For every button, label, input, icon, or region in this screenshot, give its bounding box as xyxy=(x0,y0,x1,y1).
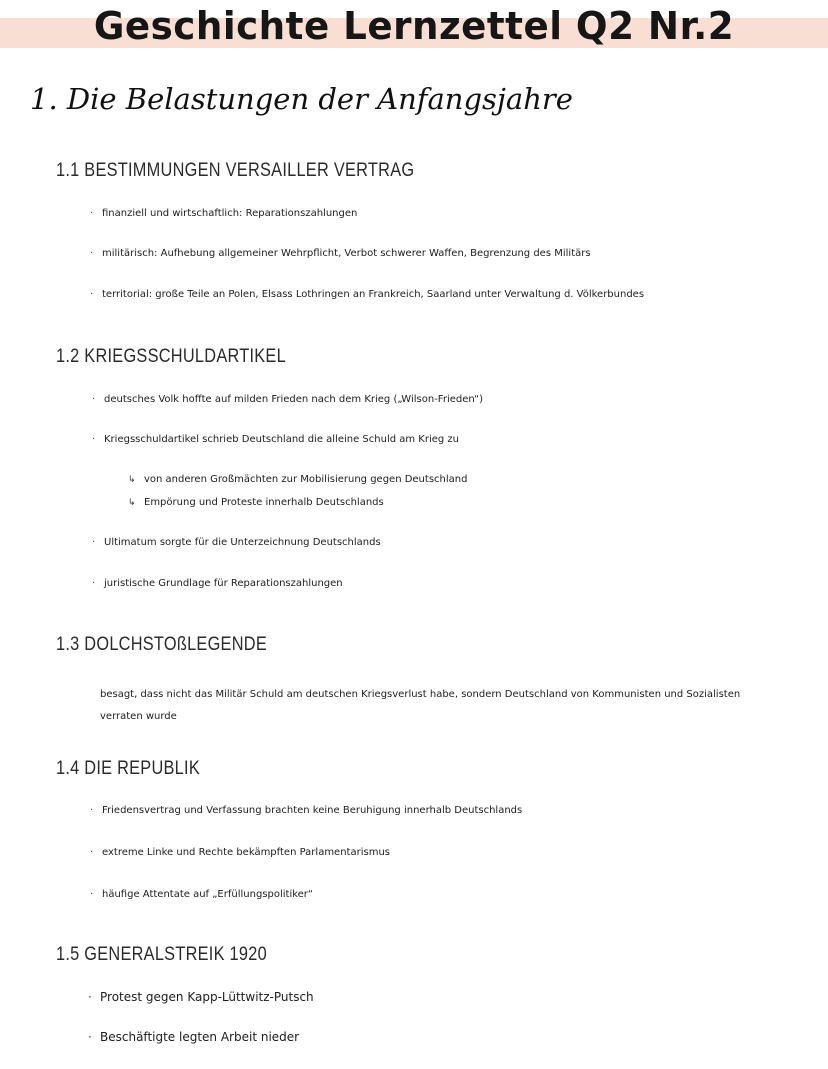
list-item: · militärisch: Aufhebung allgemeiner Wehrpflicht, Verbot schwerer Waffen, Begrenzung des Militärs xyxy=(90,248,591,259)
bullet-icon: · xyxy=(88,1030,92,1044)
list-item: · Protest gegen Kapp-Lüttwitz-Putsch xyxy=(88,990,314,1004)
list-item: · Beschäftigte legten Arbeit nieder xyxy=(88,1030,300,1044)
main-heading: 1. Die Belastungen der Anfangsjahre xyxy=(30,82,573,116)
section-heading-1-3: 1.3 DOLCHSTOßLEGENDE xyxy=(56,634,267,655)
bullet-icon: · xyxy=(92,434,96,445)
list-item: · juristische Grundlage für Reparationszahlungen xyxy=(92,578,343,589)
list-item: · Friedensvertrag und Verfassung brachten keine Beruhigung innerhalb Deutschlands xyxy=(90,805,523,816)
bullet-icon: · xyxy=(90,847,94,858)
bullet-icon: · xyxy=(90,889,94,900)
page-title: Geschichte Lernzettel Q2 Nr.2 xyxy=(93,4,735,48)
section-heading-1-1: 1.1 BESTIMMUNGEN VERSAILLER VERTRAG xyxy=(56,160,415,181)
list-item: · deutsches Volk hoffte auf milden Frieden nach dem Krieg („Wilson-Frieden“) xyxy=(92,394,484,405)
list-item: · Ultimatum sorgte für die Unterzeichnung Deutschlands xyxy=(92,537,381,548)
section-heading-1-4: 1.4 DIE REPUBLIK xyxy=(56,758,200,779)
bullet-icon: · xyxy=(92,578,96,589)
list-item: · finanziell und wirtschaftlich: Reparationszahlungen xyxy=(90,208,358,219)
bullet-icon: · xyxy=(90,289,94,300)
section-heading-1-5: 1.5 GENERALSTREIK 1920 xyxy=(56,944,267,965)
bullet-icon: · xyxy=(88,990,92,1004)
bullet-icon: · xyxy=(90,248,94,259)
list-item: · Kriegsschuldartikel schrieb Deutschland die alleine Schuld am Krieg zu xyxy=(92,434,460,445)
list-item: · territorial: große Teile an Polen, Elsass Lothringen an Frankreich, Saarland unter Verwaltung d. Völkerbundes xyxy=(90,289,645,300)
section-paragraph: besagt, dass nicht das Militär Schuld am deutschen Kriegsverlust habe, sondern Deutschland von Kommunisten und Sozialisten verraten wurde xyxy=(100,689,741,722)
bullet-icon: · xyxy=(90,208,94,219)
bullet-icon: · xyxy=(90,805,94,816)
list-item: · extreme Linke und Rechte bekämpften Parlamentarismus xyxy=(90,847,390,858)
section-heading-1-2: 1.2 KRIEGSSCHULDARTIKEL xyxy=(56,346,286,367)
list-item: · häufige Attentate auf „Erfüllungspolitiker“ xyxy=(90,889,314,900)
bullet-icon: · xyxy=(92,537,96,548)
sub-list-item: ↳ von anderen Großmächten zur Mobilisierung gegen Deutschland xyxy=(128,474,468,485)
arrow-return-icon: ↳ xyxy=(128,475,136,485)
bullet-icon: · xyxy=(92,394,96,405)
sub-list-item: ↳ Empörung und Proteste innerhalb Deutschlands xyxy=(128,497,384,508)
arrow-return-icon: ↳ xyxy=(128,498,136,508)
